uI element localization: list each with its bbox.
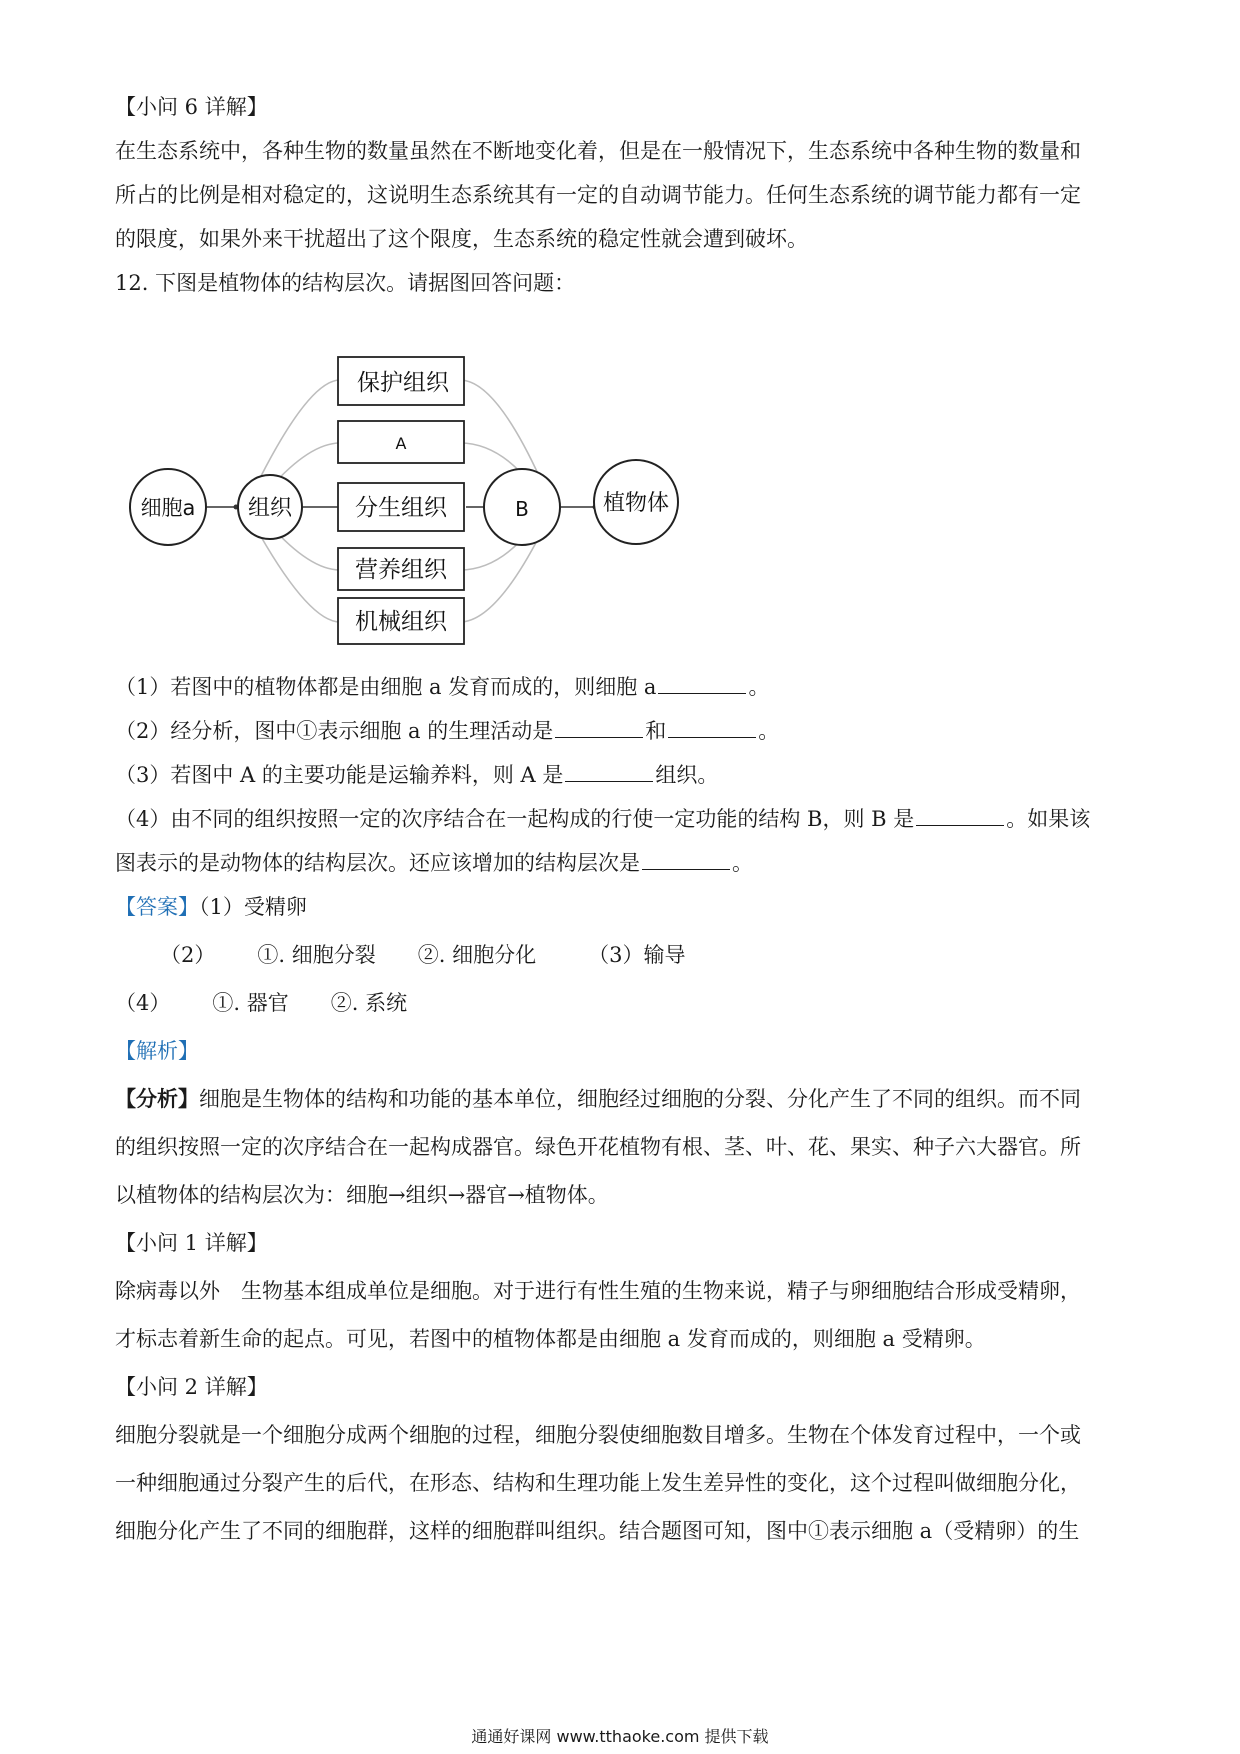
sub1-line-2: 才标志着新生命的起点。可见，若图中的植物体都是由细胞 a 发育而成的，则细胞 a 受精卵。: [115, 1327, 986, 1351]
plant-label: 植物体: [602, 491, 670, 516]
tissue-label: 组织: [247, 496, 293, 521]
q4-blank-2[interactable]: [642, 849, 730, 870]
section6-line-2: 所占的比例是相对稳定的，这说明生态系统其有一定的自动调节能力。任何生态系统的调节能力都有一定: [115, 183, 1081, 207]
box-nutritive-label: 营养组织: [355, 557, 447, 583]
q3-line: [115, 760, 1125, 790]
q4-line-2: [115, 848, 1125, 878]
q1-blank[interactable]: [658, 673, 746, 694]
cell-a-label: 细胞a: [140, 496, 196, 520]
question12-title: 12. 下图是植物体的结构层次。请据图回答问题：: [115, 271, 576, 295]
q1-text: （1）若图中的植物体都是由细胞 a 发育而成的，则细胞 a: [115, 675, 657, 699]
page-footer: 通通好课网 www.tthaoke.com 提供下载: [471, 1727, 769, 1746]
sub2-line-1: 细胞分裂就是一个细胞分成两个细胞的过程，细胞分裂使细胞数目增多。生物在个体发育过程中，一个或: [115, 1423, 1081, 1447]
q2-text: （2）经分析，图中①表示细胞 a 的生理活动是: [115, 719, 554, 743]
answer-2-2: ②. 细胞分化: [417, 943, 537, 967]
q1-end: 。: [748, 675, 770, 699]
structure-diagram: [120, 350, 700, 650]
analysis-head: 【分析】: [115, 1086, 199, 1111]
box-mechanical-label: 机械组织: [355, 609, 447, 635]
box-a-label: A: [395, 434, 407, 453]
analysis-line-1: [115, 1084, 1125, 1114]
q1-line: [115, 672, 1125, 702]
answer-line-3: [115, 988, 1125, 1018]
analysis-line-3: 以植物体的结构层次为：细胞→组织→器官→植物体。: [115, 1183, 609, 1207]
q4-text-1: （4）由不同的组织按照一定的次序结合在一起构成的行使一定功能的结构 B，则 B 是: [115, 807, 915, 831]
organ-b-label: B: [515, 497, 529, 521]
q4-text-2: 图表示的是动物体的结构层次。还应该增加的结构层次是: [115, 851, 640, 875]
answer-4-2: ②. 系统: [330, 991, 408, 1015]
section6-line-1: 在生态系统中，各种生物的数量虽然在不断地变化着，但是在一般情况下，生态系统中各种生物的数量和: [115, 139, 1081, 163]
answer-4-num: （4）: [115, 991, 171, 1015]
section6-heading: 【小问 6 详解】: [115, 95, 268, 119]
analysis-text-1: 细胞是生物体的结构和功能的基本单位，细胞经过细胞的分裂、分化产生了不同的组织。而不同: [199, 1087, 1081, 1111]
sub2-heading: 【小问 2 详解】: [115, 1375, 268, 1399]
section6-line-3: 的限度，如果外来干扰超出了这个限度，生态系统的稳定性就会遭到破坏。: [115, 227, 808, 251]
sub2-line-2: 一种细胞通过分裂产生的后代，在形态、结构和生理功能上发生差异性的变化，这个过程叫做细胞分化，: [115, 1471, 1081, 1495]
q2-blank-2[interactable]: [668, 717, 756, 738]
q3-blank[interactable]: [565, 761, 653, 782]
q2-mid: 和: [645, 719, 667, 743]
answer-2-num: （2）: [160, 943, 216, 967]
q3-end: 组织。: [655, 763, 719, 787]
answer-line-1: [115, 892, 1125, 922]
answer-1: （1）受精卵: [199, 895, 307, 919]
q3-text: （3）若图中 A 的主要功能是运输养料，则 A 是: [115, 763, 564, 787]
q2-end: 。: [758, 719, 780, 743]
q4-end-1: 。如果该: [1006, 807, 1091, 831]
q4-blank-1[interactable]: [916, 805, 1004, 826]
sub1-heading: 【小问 1 详解】: [115, 1231, 268, 1255]
answer-line-2: [160, 940, 1170, 970]
q2-line: [115, 716, 1125, 746]
analysis-label: 【解析】: [115, 1039, 199, 1063]
box-meristem-label: 分生组织: [355, 495, 447, 521]
sub1-line-1: 除病毒以外 生物基本组成单位是细胞。对于进行有性生殖的生物来说，精子与卵细胞结合形成受精卵，: [115, 1279, 1081, 1303]
q4-line-1: [115, 804, 1125, 834]
q4-end-2: 。: [732, 851, 753, 875]
answer-4-1: ①. 器官: [212, 991, 289, 1015]
answer-3: （3）输导: [588, 943, 686, 967]
sub2-line-3: 细胞分化产生了不同的细胞群，这样的细胞群叫组织。结合题图可知，图中①表示细胞 a（受精卵）的生: [115, 1519, 1080, 1543]
answer-label: 【答案】: [115, 895, 199, 919]
q2-blank-1[interactable]: [555, 717, 643, 738]
analysis-line-2: 的组织按照一定的次序结合在一起构成器官。绿色开花植物有根、茎、叶、花、果实、种子六大器官。所: [115, 1135, 1081, 1159]
box-protective-label: 保护组织: [357, 370, 449, 396]
answer-2-1: ①. 细胞分裂: [257, 943, 376, 967]
